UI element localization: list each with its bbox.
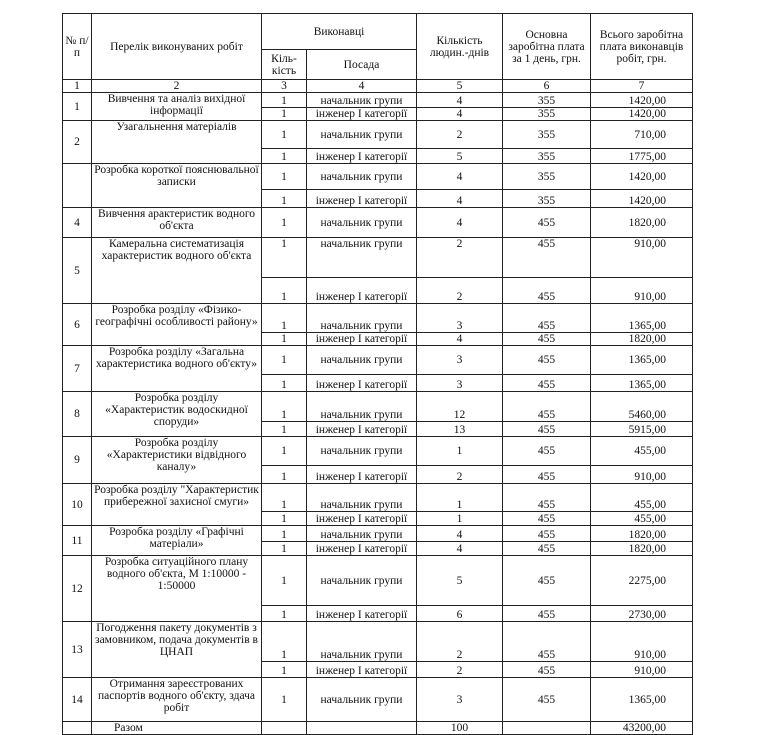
person-days: 3 <box>417 304 503 333</box>
person-days: 5 <box>417 556 503 606</box>
work-description: Розробка розділу "Характеристик прибережної захисної смуги» <box>92 484 262 526</box>
executor-position: інженер І категорії <box>307 606 417 622</box>
total-salary: 1820,00 <box>591 542 693 556</box>
work-description: Вивчення арактеристик водного об'єкта <box>92 208 262 238</box>
executor-count: 1 <box>262 208 307 238</box>
total-salary: 1775,00 <box>591 149 693 164</box>
daily-salary: 355 <box>503 93 591 108</box>
person-days: 3 <box>417 346 503 375</box>
column-number: 4 <box>307 80 417 93</box>
work-description: Погодження пакету документів з замовником, подача документів в ЦНАП <box>92 622 262 678</box>
daily-salary: 355 <box>503 108 591 121</box>
daily-salary: 455 <box>503 346 591 375</box>
work-description: Вивчення та аналіз вихідної інформації <box>92 93 262 121</box>
daily-salary: 455 <box>503 606 591 622</box>
executor-count: 1 <box>262 542 307 556</box>
work-description: Розробка розділу «Характеристик водоскидної споруди» <box>92 392 262 437</box>
executor-position: начальник групи <box>307 392 417 422</box>
person-days: 2 <box>417 622 503 662</box>
person-days: 4 <box>417 164 503 190</box>
executor-count: 1 <box>262 678 307 722</box>
executor-position: начальник групи <box>307 484 417 512</box>
column-number: 1 <box>63 80 92 93</box>
person-days: 5 <box>417 149 503 164</box>
person-days: 2 <box>417 238 503 278</box>
total-salary: 5460,00 <box>591 392 693 422</box>
executor-position: начальник групи <box>307 556 417 606</box>
work-description: Узагальнення матеріалів <box>92 121 262 164</box>
header-count: Кіль-кість <box>262 50 307 80</box>
total-salary: 1820,00 <box>591 333 693 346</box>
person-days: 6 <box>417 606 503 622</box>
person-days: 2 <box>417 121 503 149</box>
total-salary: 1365,00 <box>591 346 693 375</box>
work-description: Розробка розділу «Фізико-географічні особливості району» <box>92 304 262 346</box>
person-days: 4 <box>417 190 503 208</box>
total-salary: 1820,00 <box>591 526 693 542</box>
daily-salary: 455 <box>503 437 591 466</box>
executor-count: 1 <box>262 622 307 662</box>
total-empty <box>307 722 417 735</box>
person-days: 2 <box>417 466 503 484</box>
person-days: 4 <box>417 208 503 238</box>
table-row <box>63 526 693 542</box>
work-description: Отримання зареєстрованих паспортів водного об'єкту, здача робіт <box>92 678 262 722</box>
executor-count: 1 <box>262 662 307 678</box>
executor-position: начальник групи <box>307 346 417 375</box>
executor-position: інженер І категорії <box>307 149 417 164</box>
table-row <box>63 437 693 466</box>
executor-position: начальник групи <box>307 164 417 190</box>
executor-count: 1 <box>262 149 307 164</box>
daily-salary: 355 <box>503 164 591 190</box>
executor-count: 1 <box>262 556 307 606</box>
executor-count: 1 <box>262 93 307 108</box>
row-number: 8 <box>63 392 92 437</box>
row-number: 6 <box>63 304 92 346</box>
total-salary: 5915,00 <box>591 422 693 437</box>
executor-count: 1 <box>262 164 307 190</box>
total-days: 100 <box>417 722 503 735</box>
row-number: 11 <box>63 526 92 556</box>
header-position: Посада <box>307 50 417 80</box>
row-number: 12 <box>63 556 92 622</box>
table-row <box>63 622 693 662</box>
daily-salary: 355 <box>503 121 591 149</box>
work-description: Розробка короткої пояснювальної записки <box>92 164 262 208</box>
column-number: 6 <box>503 80 591 93</box>
daily-salary: 455 <box>503 375 591 392</box>
executor-count: 1 <box>262 526 307 542</box>
person-days: 13 <box>417 422 503 437</box>
executor-count: 1 <box>262 606 307 622</box>
header-works: Перелік виконуваних робіт <box>92 14 262 80</box>
executor-count: 1 <box>262 392 307 422</box>
person-days: 1 <box>417 512 503 526</box>
header-salary: Основна заробітна плата за 1 день, грн. <box>503 14 591 80</box>
daily-salary: 455 <box>503 526 591 542</box>
total-empty <box>262 722 307 735</box>
total-salary: 1820,00 <box>591 208 693 238</box>
daily-salary: 455 <box>503 662 591 678</box>
executor-position: начальник групи <box>307 526 417 542</box>
person-days: 4 <box>417 93 503 108</box>
executor-count: 1 <box>262 437 307 466</box>
header-executors: Виконавці <box>262 14 417 50</box>
row-number <box>63 164 92 208</box>
row-number: 10 <box>63 484 92 526</box>
row-number: 9 <box>63 437 92 484</box>
daily-salary: 355 <box>503 149 591 164</box>
person-days: 1 <box>417 437 503 466</box>
daily-salary: 455 <box>503 466 591 484</box>
header-no: № п/п <box>63 14 92 80</box>
total-salary: 1365,00 <box>591 375 693 392</box>
work-description: Камеральна систематизація характеристик водного об'єкта <box>92 238 262 304</box>
work-description: Розробка розділу «Загальна характеристика водного об'єкту» <box>92 346 262 392</box>
executor-position: начальник групи <box>307 304 417 333</box>
column-number: 5 <box>417 80 503 93</box>
total-salary: 910,00 <box>591 662 693 678</box>
executor-count: 1 <box>262 190 307 208</box>
person-days: 4 <box>417 526 503 542</box>
header-total: Всього заробітна плата виконавців робіт, грн. <box>591 14 693 80</box>
person-days: 2 <box>417 662 503 678</box>
table-row <box>63 164 693 190</box>
executor-position: начальник групи <box>307 678 417 722</box>
total-empty <box>503 722 591 735</box>
daily-salary: 455 <box>503 208 591 238</box>
row-number: 4 <box>63 208 92 238</box>
work-description: Розробка розділу «Характеристики відвідного каналу» <box>92 437 262 484</box>
table-row <box>63 678 693 722</box>
total-salary: 455,00 <box>591 512 693 526</box>
row-number: 14 <box>63 678 92 722</box>
executor-position: начальник групи <box>307 121 417 149</box>
executor-position: начальник групи <box>307 238 417 278</box>
total-salary: 455,00 <box>591 484 693 512</box>
daily-salary: 355 <box>503 190 591 208</box>
total-salary: 2275,00 <box>591 556 693 606</box>
daily-salary: 455 <box>503 622 591 662</box>
executor-position: інженер І категорії <box>307 190 417 208</box>
table-row <box>63 556 693 606</box>
total-sum: 43200,00 <box>591 722 693 735</box>
executor-position: інженер І категорії <box>307 542 417 556</box>
column-number: 7 <box>591 80 693 93</box>
row-number: 1 <box>63 93 92 121</box>
executor-position: інженер І категорії <box>307 108 417 121</box>
person-days: 2 <box>417 278 503 304</box>
work-description: Розробка розділу «Графічні матеріали» <box>92 526 262 556</box>
row-number: 13 <box>63 622 92 678</box>
header-days: Кількість людин.-днів <box>417 14 503 80</box>
table-row <box>63 238 693 278</box>
executor-position: інженер І категорії <box>307 422 417 437</box>
daily-salary: 455 <box>503 238 591 278</box>
column-number: 3 <box>262 80 307 93</box>
executor-position: начальник групи <box>307 622 417 662</box>
executor-count: 1 <box>262 375 307 392</box>
person-days: 3 <box>417 678 503 722</box>
table-row <box>63 346 693 375</box>
total-salary: 455,00 <box>591 437 693 466</box>
table-row <box>63 484 693 512</box>
daily-salary: 455 <box>503 304 591 333</box>
daily-salary: 455 <box>503 512 591 526</box>
person-days: 3 <box>417 375 503 392</box>
executor-position: інженер І категорії <box>307 512 417 526</box>
total-salary: 1420,00 <box>591 164 693 190</box>
column-number: 2 <box>92 80 262 93</box>
daily-salary: 455 <box>503 333 591 346</box>
daily-salary: 455 <box>503 484 591 512</box>
table-row <box>63 208 693 238</box>
executor-position: начальник групи <box>307 93 417 108</box>
executor-count: 1 <box>262 121 307 149</box>
total-row <box>63 722 693 735</box>
daily-salary: 455 <box>503 556 591 606</box>
total-salary: 1365,00 <box>591 678 693 722</box>
total-salary: 1420,00 <box>591 93 693 108</box>
executor-position: інженер І категорії <box>307 662 417 678</box>
executor-count: 1 <box>262 108 307 121</box>
row-number: 7 <box>63 346 92 392</box>
executor-count: 1 <box>262 484 307 512</box>
daily-salary: 455 <box>503 278 591 304</box>
executor-position: інженер І категорії <box>307 375 417 392</box>
total-salary: 1365,00 <box>591 304 693 333</box>
person-days: 12 <box>417 392 503 422</box>
total-salary: 1420,00 <box>591 108 693 121</box>
executor-count: 1 <box>262 238 307 278</box>
total-salary: 910,00 <box>591 278 693 304</box>
work-description: Розробка ситуаційного плану водного об'єкта, М 1:10000 - 1:50000 <box>92 556 262 622</box>
executor-position: начальник групи <box>307 437 417 466</box>
daily-salary: 455 <box>503 422 591 437</box>
executor-position: начальник групи <box>307 208 417 238</box>
person-days: 4 <box>417 333 503 346</box>
executor-count: 1 <box>262 278 307 304</box>
labor-cost-table <box>62 13 693 735</box>
total-salary: 2730,00 <box>591 606 693 622</box>
total-label: Разом <box>92 722 262 735</box>
executor-count: 1 <box>262 333 307 346</box>
executor-count: 1 <box>262 304 307 333</box>
total-salary: 910,00 <box>591 238 693 278</box>
executor-count: 1 <box>262 466 307 484</box>
table-row <box>63 392 693 422</box>
total-salary: 910,00 <box>591 622 693 662</box>
daily-salary: 455 <box>503 542 591 556</box>
daily-salary: 455 <box>503 678 591 722</box>
person-days: 1 <box>417 484 503 512</box>
row-number: 2 <box>63 121 92 164</box>
row-number: 5 <box>63 238 92 304</box>
executor-position: інженер І категорії <box>307 466 417 484</box>
executor-count: 1 <box>262 512 307 526</box>
table-row <box>63 304 693 333</box>
executor-count: 1 <box>262 422 307 437</box>
table-row <box>63 93 693 108</box>
daily-salary: 455 <box>503 392 591 422</box>
column-number-row <box>63 80 693 93</box>
executor-position: інженер І категорії <box>307 333 417 346</box>
total-salary: 910,00 <box>591 466 693 484</box>
person-days: 4 <box>417 542 503 556</box>
total-salary: 710,00 <box>591 121 693 149</box>
executor-position: інженер І категорії <box>307 278 417 304</box>
total-salary: 1420,00 <box>591 190 693 208</box>
table-row <box>63 121 693 149</box>
total-no <box>63 722 92 735</box>
executor-count: 1 <box>262 346 307 375</box>
person-days: 4 <box>417 108 503 121</box>
